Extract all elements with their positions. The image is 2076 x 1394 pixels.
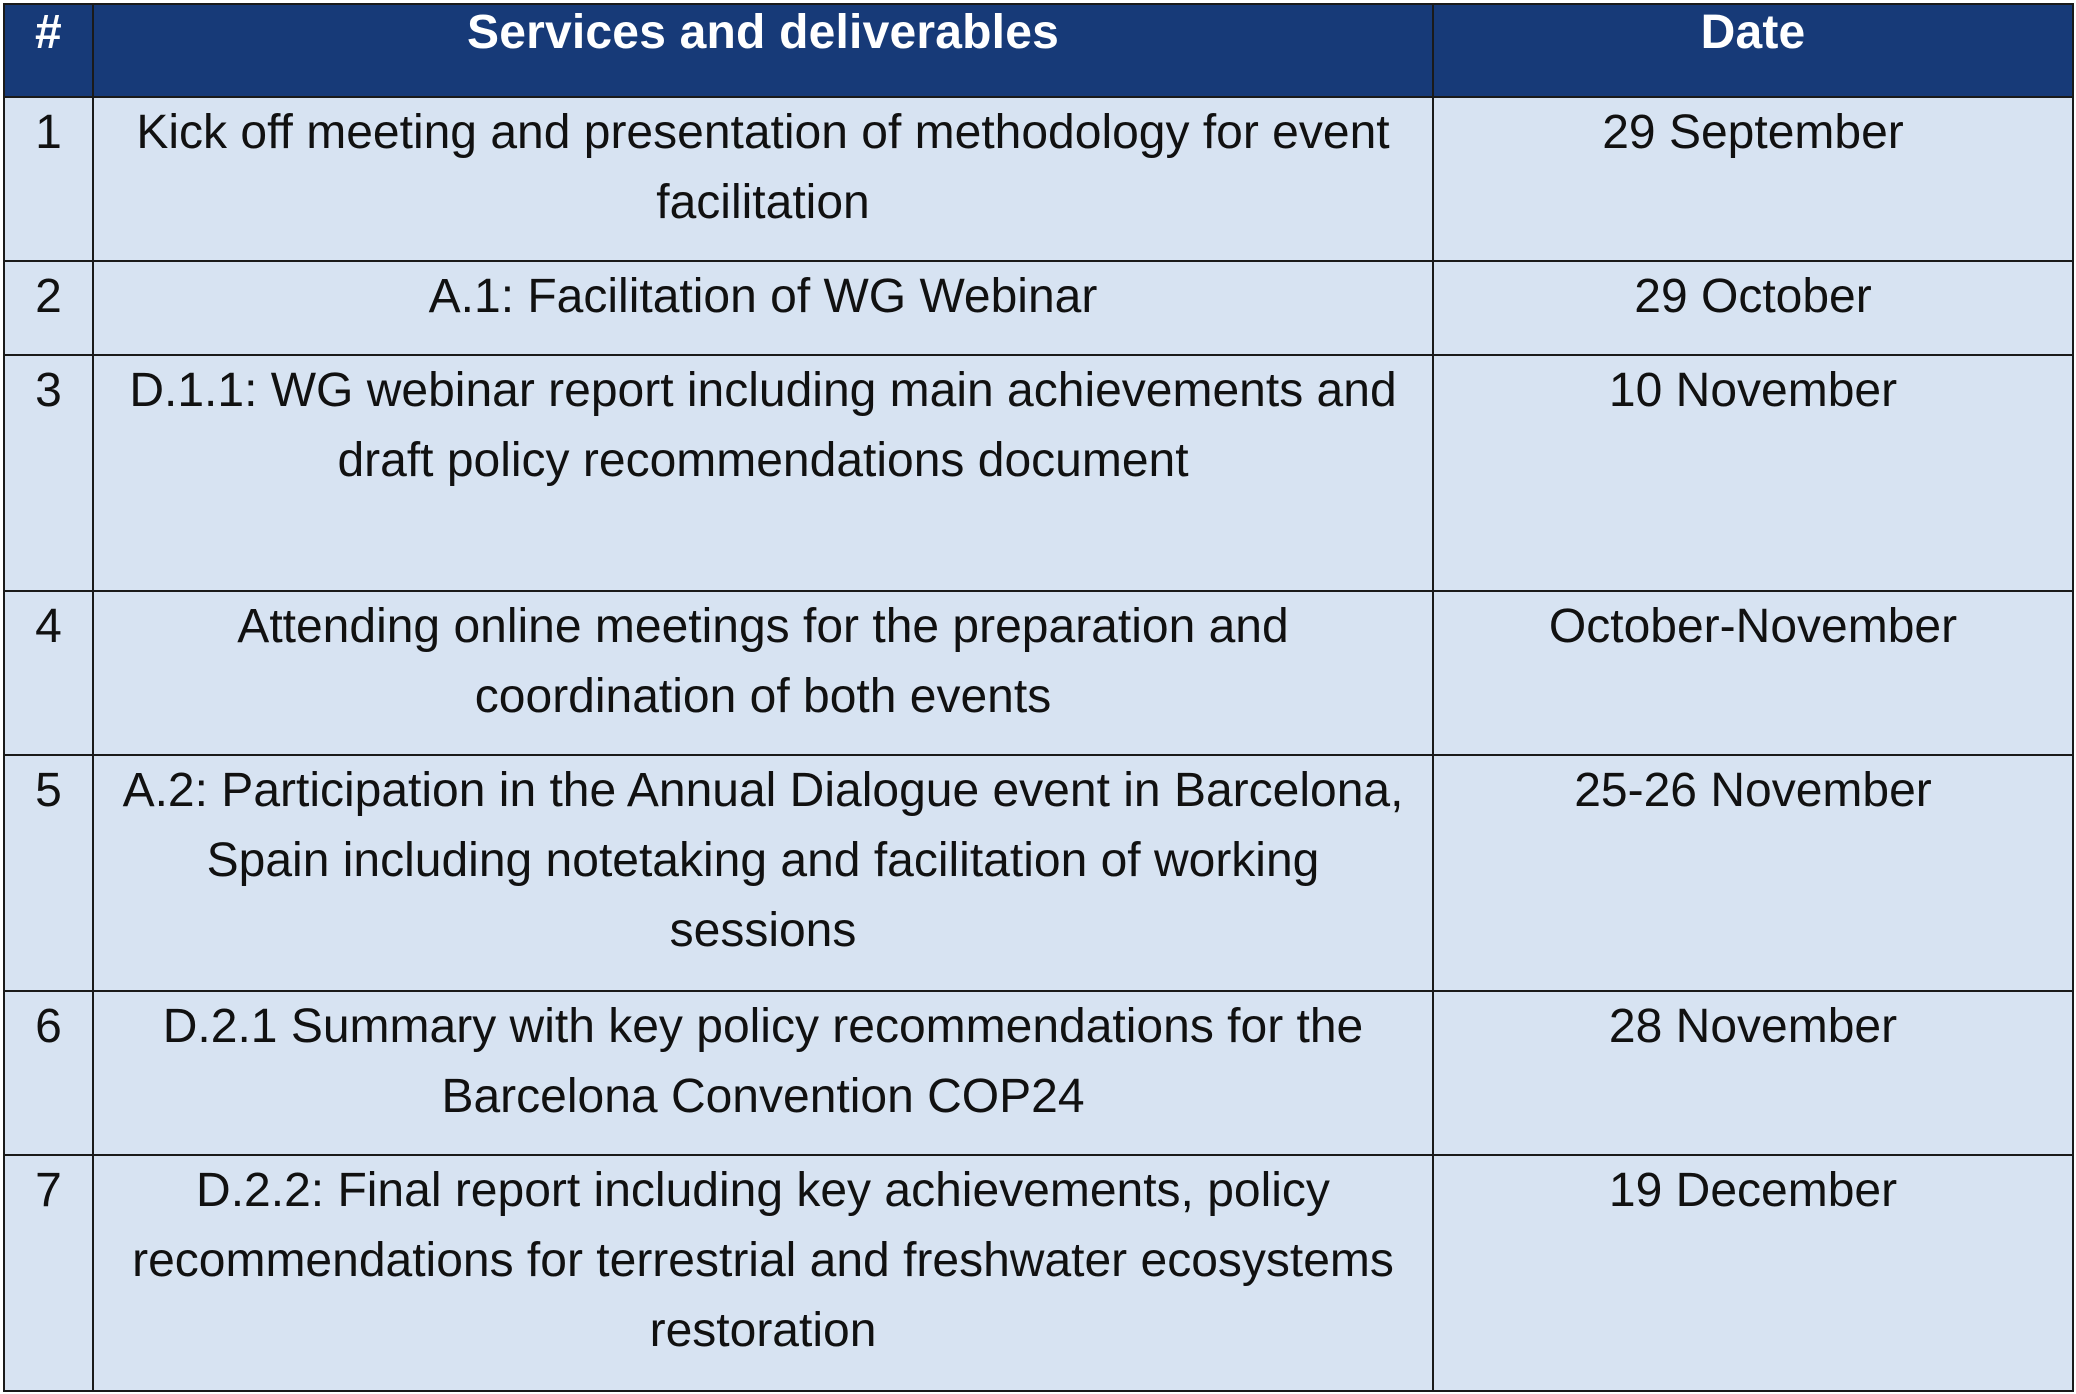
row-date: October-November [1433, 591, 2073, 755]
row-service: D.2.2: Final report including key achievements, policy recommendations for terrestrial and freshwater ecosystems restoration [93, 1155, 1433, 1391]
row-number: 2 [4, 261, 93, 355]
row-service: D.1.1: WG webinar report including main achievements and draft policy recommendations document [93, 355, 1433, 591]
table-row [4, 355, 2073, 591]
header-date: Date [1433, 4, 2073, 97]
table-row [4, 755, 2073, 991]
row-number: 3 [4, 355, 93, 591]
deliverables-table [3, 3, 2074, 1392]
table-header [4, 4, 2073, 97]
row-date: 29 October [1433, 261, 2073, 355]
row-service: A.1: Facilitation of WG Webinar [93, 261, 1433, 355]
row-number: 7 [4, 1155, 93, 1391]
row-service: A.2: Participation in the Annual Dialogue event in Barcelona, Spain including notetaking and facilitation of working sessions [93, 755, 1433, 991]
row-number: 6 [4, 991, 93, 1155]
table-row [4, 991, 2073, 1155]
row-number: 4 [4, 591, 93, 755]
row-number: 1 [4, 97, 93, 261]
header-services: Services and deliverables [93, 4, 1433, 97]
row-date: 28 November [1433, 991, 2073, 1155]
row-number: 5 [4, 755, 93, 991]
row-date: 10 November [1433, 355, 2073, 591]
table-row [4, 261, 2073, 355]
header-row [4, 4, 2073, 97]
row-service: D.2.1 Summary with key policy recommendations for the Barcelona Convention COP24 [93, 991, 1433, 1155]
table-body [4, 97, 2073, 1391]
table-row [4, 591, 2073, 755]
header-number: # [4, 4, 93, 97]
table-row [4, 1155, 2073, 1391]
row-date: 29 September [1433, 97, 2073, 261]
row-service: Kick off meeting and presentation of methodology for event facilitation [93, 97, 1433, 261]
row-date: 25-26 November [1433, 755, 2073, 991]
row-service: Attending online meetings for the preparation and coordination of both events [93, 591, 1433, 755]
row-date: 19 December [1433, 1155, 2073, 1391]
table-row [4, 97, 2073, 261]
